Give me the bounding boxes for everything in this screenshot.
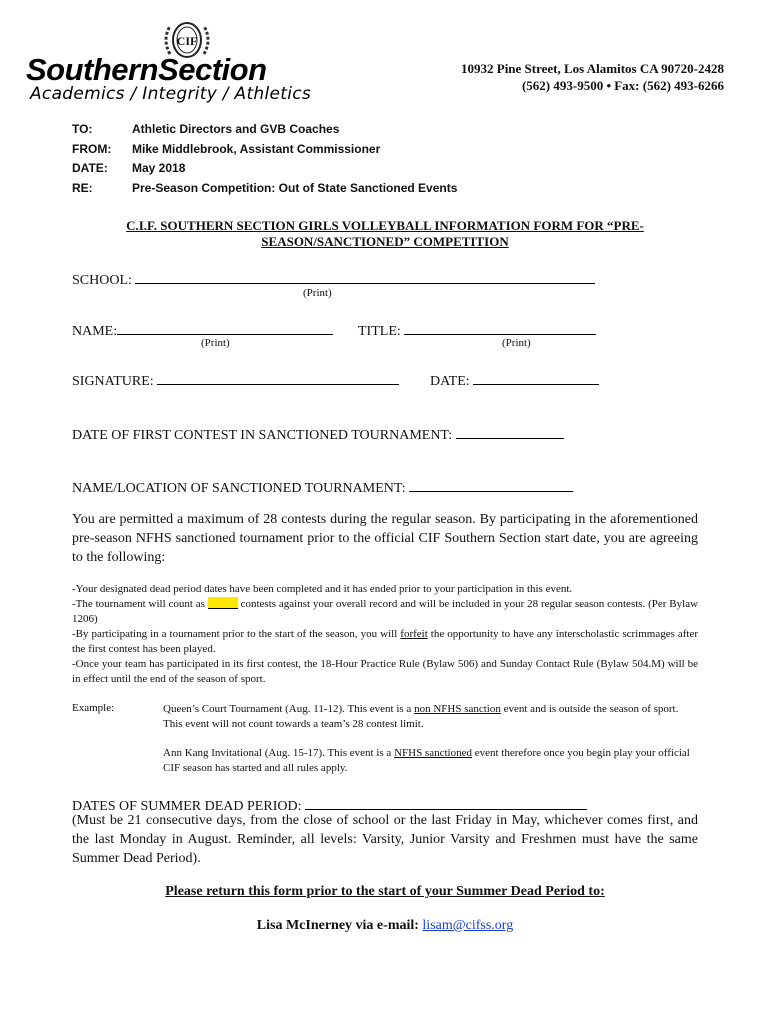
form-title-line-1: C.I.F. SOUTHERN SECTION GIRLS VOLLEYBALL INFORMATION FORM FOR “PRE-	[126, 218, 644, 233]
form-title	[70, 218, 700, 250]
title-field-row	[358, 320, 596, 340]
date-field-row	[430, 370, 599, 390]
term-item-contest-count	[72, 597, 698, 627]
school-input-line[interactable]	[135, 269, 595, 284]
term-contest-count-post: contests against your overall record and will be included in your 28 regular season contests. (Per Bylaw 1206)	[72, 598, 699, 625]
school-label: SCHOOL:	[72, 273, 132, 288]
first-contest-label: DATE OF FIRST CONTEST IN SANCTIONED TOURNAMENT:	[72, 428, 453, 443]
first-contest-input-line[interactable]	[456, 424, 564, 439]
memo-to-key: TO:	[72, 122, 93, 136]
memo-from-key: FROM:	[72, 141, 112, 156]
memo-header	[72, 122, 457, 200]
term-item-forfeit	[72, 627, 698, 657]
intro-paragraph: You are permitted a maximum of 28 contests during the regular season. By participating in the aforementioned pre-season NFHS sanctioned tournament prior to the official CIF Southern Section start date, you are agreeing to the following:	[72, 512, 698, 565]
memo-from-row	[72, 142, 457, 162]
contact-email-link[interactable]: lisam@cifss.org	[422, 918, 514, 933]
memo-from-value: Mike Middlebrook, Assistant Commissioner	[132, 141, 381, 156]
title-label: TITLE:	[358, 324, 401, 339]
example-queens-court	[163, 702, 693, 732]
name-label: NAME:	[72, 324, 118, 339]
contact-line	[70, 918, 700, 934]
street-address: 10932 Pine Street, Los Alamitos CA 90720-2428	[461, 61, 724, 76]
first-contest-field-row	[72, 424, 564, 444]
example-1-underlined: non NFHS sanction	[414, 703, 501, 715]
term-contest-count-pre: -The tournament will count as	[72, 598, 205, 610]
date-input-line[interactable]	[473, 370, 599, 385]
example-1-post: event and is outside the season of sport. This event will not count towards a team’s 28 contest limit.	[163, 703, 679, 730]
seal-text: CIF	[176, 34, 198, 48]
return-instruction: Please return this form prior to the start of your Summer Dead Period to:	[165, 884, 605, 899]
term-forfeit-post: the opportunity to have any interscholastic scrimmages after the first contest has been played.	[72, 628, 699, 655]
term-item-practice-rule: -Once your team has participated in its first contest, the 18-Hour Practice Rule (Bylaw 506) and Sunday Contact Rule (Bylaw 504.M) will be in effect until the end of the season of sport.	[72, 658, 698, 685]
memo-re-key: RE:	[72, 180, 93, 195]
brand-name: SouthernSection	[26, 52, 267, 87]
name-input-line[interactable]	[117, 320, 333, 335]
memo-to-row	[72, 122, 457, 142]
cif-logo	[26, 20, 346, 110]
tournament-field-row	[72, 477, 573, 497]
example-2-underlined: NFHS sanctioned	[394, 747, 472, 759]
signature-label: SIGNATURE:	[72, 374, 154, 389]
memo-re-row	[72, 181, 457, 201]
contact-name: Lisa McInerney via e-mail:	[256, 918, 419, 933]
phone-fax: (562) 493-9500 • Fax: (562) 493-6266	[521, 78, 724, 93]
dead-period-input-line[interactable]	[305, 795, 587, 810]
dead-period-label: DATES OF SUMMER DEAD PERIOD:	[72, 799, 302, 814]
example-2-post: event therefore once you begin play your official CIF season has started and all rules apply.	[163, 747, 690, 774]
tournament-input-line[interactable]	[409, 477, 573, 492]
dead-period-note: (Must be 21 consecutive days, from the close of school or the last Friday in May, whichever comes first, and the last Monday in August. Reminder, all levels: Varsity, Junior Varsity and Freshmen must have the same Summer Dead Period).	[72, 813, 698, 866]
title-input-line[interactable]	[404, 320, 596, 335]
term-forfeit-underlined: forfeit	[400, 628, 428, 640]
address-block	[461, 60, 724, 94]
term-forfeit-pre: -By participating in a tournament prior to the start of the season, you will	[72, 628, 398, 640]
terms-list	[72, 582, 698, 687]
example-ann-kang	[163, 746, 693, 776]
example-2-pre: Ann Kang Invitational (Aug. 15-17). This event is a	[163, 747, 392, 759]
memo-date-value: May 2018	[132, 161, 186, 175]
example-label: Example:	[72, 702, 115, 714]
form-title-line-2: SEASON/SANCTIONED” COMPETITION	[261, 234, 509, 249]
brand-tagline: Academics / Integrity / Athletics	[30, 84, 312, 104]
term-item-dead-period: -Your designated dead period dates have been completed and it has ended prior to your participation in this event.	[72, 583, 573, 595]
contest-count-highlight-field[interactable]	[208, 597, 238, 609]
date-label: DATE:	[430, 374, 470, 389]
example-1-pre: Queen’s Court Tournament (Aug. 11-12). This event is a	[163, 703, 412, 715]
title-print-hint: (Print)	[502, 337, 531, 349]
memo-re-value: Pre-Season Competition: Out of State Sanctioned Events	[132, 180, 458, 195]
signature-field-row	[72, 370, 399, 390]
school-field-row	[72, 269, 595, 289]
tournament-label: NAME/LOCATION OF SANCTIONED TOURNAMENT:	[72, 481, 406, 496]
signature-input-line[interactable]	[157, 370, 399, 385]
school-print-hint: (Print)	[303, 287, 332, 299]
memo-date-row	[72, 161, 457, 181]
name-print-hint: (Print)	[201, 337, 230, 349]
memo-date-key: DATE:	[72, 161, 108, 175]
memo-to-value: Athletic Directors and GVB Coaches	[132, 122, 340, 136]
